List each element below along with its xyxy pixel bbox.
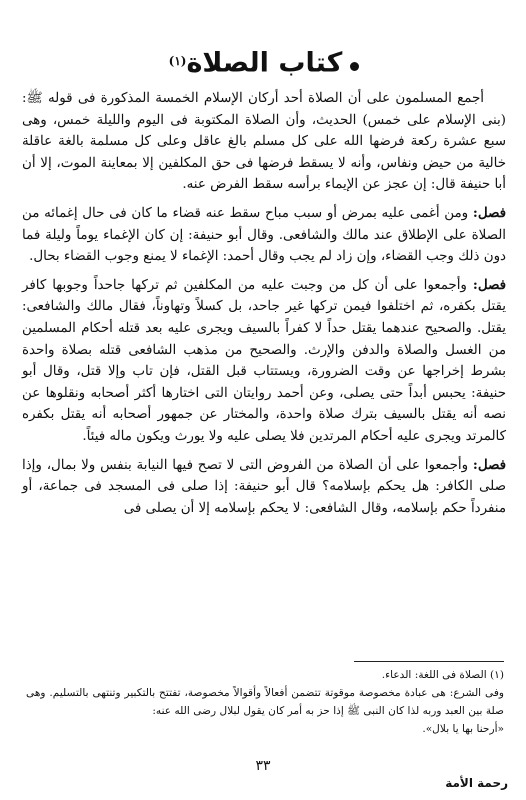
paragraph-fasl-3 [22,455,506,520]
paragraph-fasl-2 [22,275,506,448]
footnotes [26,666,504,738]
paragraph-fasl-1 [22,203,506,268]
title-footnote-marker: (١) [168,54,187,68]
footnote-body: وفى الشرع: هى عبادة مخصوصة موقوتة تتضمن أفعالاً وأقوالاً مخصوصة، تفتتح بالتكبير وتنتهى بالتسليم. وهى صلة بين العبد وربه لذا كان النبى ﷺ إذا حز به أمر كان يقول لبلال رضى الله عنه: [26,687,504,717]
footnote-divider [354,661,504,662]
footnote-quote: «أرحنا بها يا بلال». [422,723,504,735]
running-title: رحمة الأمة [445,776,508,790]
section-lead: فصل: [472,276,506,293]
chapter-heading [22,38,506,84]
section-lead: فصل: [472,204,506,221]
paragraph-intro: أجمع المسلمون على أن الصلاة أحد أركان الإسلام الخمسة المذكورة فى قوله ﷺ: (بنى الإسلام على خمس) الحديث، وأن الصلاة المكتوبة فى اليوم والليلة خمس، وهى سبع عشرة ركعة فرضها الله على كل مسلم بالغ عاقل وعلى كل مسلمة بالغة عاقلة خالية من حيض ونفاس، وأنه لا يسقط فرضها فى حق المكلفين إلا بمعاينة الموت، إلا أن أبا حنيفة قال: إن عجز عن الإيماء برأسه سقط الفرض عنه. [22,91,506,193]
paragraph-text: وأجمعوا على أن كل من وجبت عليه من المكلفين ثم تركها جاحداً وجوبها كافر يقتل بكفره، ثم اختلفوا فيمن تركها غير جاحد، بل كسلاً وتهاوناً، فقال مالك والشافعى: يقتل. والصحيح عندهما يقتل حداً لا كفراً بالسيف ويجرى عليه بعد قتله أحكام المسلمين من الغسل والصلاة والدفن والإرث. والصحيح من مذهب الشافعى قتله بصلاة واحدة بشرط إخراجها عن وقت الضرورة، ويستتاب قبل القتل، فإن تاب وإلا قتل، وقال أبو حنيفة: يحبس أبداً حتى يصلى، وعن أحمد روايتان التى اختارها أكثر أصحابه ونقلوها عن نصه أنه يقتل بالسيف بترك صلاة واحدة، والمختار عن جمهور أصحابه أنه يقتل بكفره كالمرتد ويجرى عليه أحكام المرتدين فلا يصلى عليه ولا يورث ويكون ماله فيئاً. [22,277,506,444]
footnote-1: (١) الصلاة فى اللغة: الدعاء. [381,669,504,681]
bullet-icon [350,62,359,71]
section-lead: فصل: [472,456,506,473]
page-number: ٣٣ [255,758,271,774]
body-text [22,88,506,519]
chapter-title: كتاب الصلاة [186,47,343,79]
paragraph-text: وأجمعوا على أن الصلاة من الفروض التى لا تصح فيها النيابة بنفس ولا بمال، وإذا صلى الكافر: هل يحكم بإسلامه؟ قال أبو حنيفة: إذا صلى فى المسجد فى جماعة، أو منفرداً حكم بإسلامه، وقال الشافعى: لا يحكم بإسلامه إلا أن يصلى فى [22,457,506,516]
paragraph-text: ومن أغمى عليه بمرض أو سبب مباح سقط عنه قضاء ما كان فى حال إغمائه من الصلاة على الإطلاق عند مالك والشافعى. وقال أبو حنيفة: إن كان الإغماء يوماً وليلة فما دون ذلك وجب القضاء، وإن زاد لم يجب وقال أحمد: الإغماء لا يمنع وجوب القضاء بحال. [22,205,506,265]
